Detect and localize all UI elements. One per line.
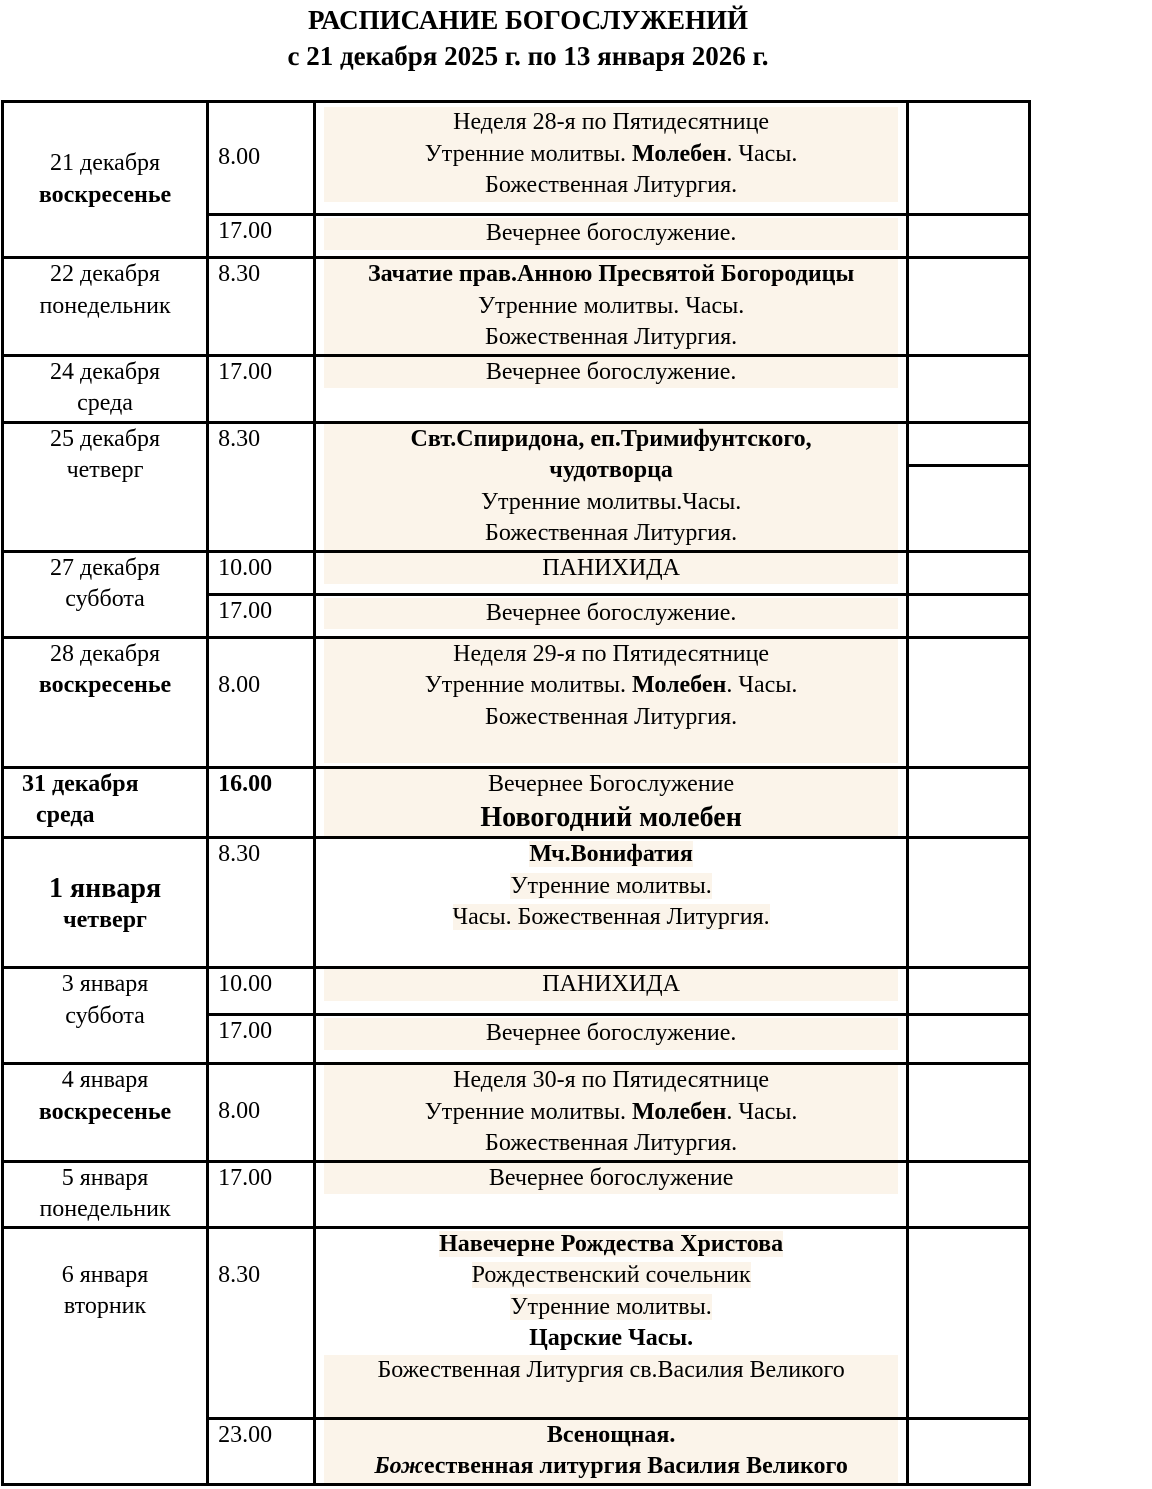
- notes-cell: [908, 1064, 1030, 1162]
- date-text: 24 декабря: [50, 358, 161, 385]
- service-line: Утренние молитвы.Часы.: [480, 488, 742, 515]
- weekday-text: четверг: [63, 906, 147, 933]
- table-row: [3, 1227, 1030, 1418]
- feast-title: Неделя 28-я по Пятидесятнице: [453, 109, 770, 135]
- table-row: [3, 968, 1030, 1015]
- service-line: Вечернее богослужение.: [324, 357, 898, 389]
- service-cell: [314, 1227, 907, 1418]
- weekday-text: воскресенье: [38, 1098, 172, 1125]
- service-line: Божественная литургия Василия Великого: [374, 1453, 848, 1479]
- date-text: 3 января: [61, 971, 149, 997]
- service-line: Рождественский сочельник: [471, 1262, 751, 1288]
- feast-title: Неделя 30-я по Пятидесятнице: [453, 1067, 770, 1093]
- time-cell: 17.00: [208, 1015, 315, 1064]
- table-row: [3, 551, 1030, 594]
- schedule-table: [1, 100, 1031, 1486]
- service-cell: [314, 594, 907, 637]
- service-cell: [314, 637, 907, 767]
- service-line: Божественная Литургия.: [485, 324, 738, 350]
- time-cell: 8.30: [208, 1227, 315, 1418]
- time-cell: 8.00: [208, 1064, 315, 1162]
- weekday-text: среда: [77, 390, 133, 416]
- service-line: Утренние молитвы. Молебен. Часы.: [424, 1098, 798, 1125]
- date-text: 28 декабря: [50, 640, 161, 667]
- date-text: 4 января: [61, 1067, 149, 1093]
- table-row: [3, 838, 1030, 968]
- service-line: Утренние молитвы. Молебен. Часы.: [424, 672, 798, 698]
- feast-title: Всенощная.: [546, 1421, 676, 1448]
- notes-cell: [908, 1418, 1030, 1484]
- notes-cell: [908, 258, 1030, 356]
- service-cell: [314, 551, 907, 594]
- service-line: Божественная Литургия св.Василия Великого: [324, 1355, 898, 1417]
- service-line: ПАНИХИДА: [324, 553, 898, 585]
- time-cell: 16.00: [208, 767, 315, 838]
- time-cell: 23.00: [208, 1418, 315, 1484]
- service-cell: [314, 838, 907, 968]
- time-cell: 17.00: [208, 1161, 315, 1227]
- notes-cell: [908, 1161, 1030, 1227]
- date-cell: [3, 838, 208, 968]
- service-line: Вечернее богослужение.: [324, 218, 898, 250]
- weekday-text: суббота: [65, 1002, 145, 1029]
- date-text: 5 января: [61, 1164, 149, 1191]
- service-line: Вечернее Богослужение: [488, 770, 735, 797]
- date-text: 21 декабря: [50, 150, 161, 176]
- service-line: ПАНИХИДА: [324, 969, 898, 1001]
- notes-cell: [908, 594, 1030, 637]
- service-line: Утренние молитвы.: [510, 872, 712, 899]
- service-line: Утренние молитвы. Молебен. Часы.: [424, 140, 798, 167]
- weekday-text: понедельник: [39, 1196, 171, 1222]
- time-cell: 17.00: [208, 594, 315, 637]
- notes-cell: [908, 838, 1030, 968]
- date-cell: [3, 102, 208, 258]
- weekday-text: воскресенье: [38, 181, 172, 208]
- table-row: [3, 102, 1030, 215]
- table-row: [3, 422, 1030, 465]
- service-line: Вечернее богослужение: [324, 1163, 898, 1195]
- feast-title: Неделя 29-я по Пятидесятнице: [453, 640, 770, 667]
- table-row: [3, 258, 1030, 356]
- service-line: Божественная Литургия.: [485, 1130, 738, 1156]
- notes-cell: [908, 1015, 1030, 1064]
- notes-cell: [908, 355, 1030, 422]
- service-cell: [314, 968, 907, 1015]
- weekday-text: понедельник: [39, 292, 171, 319]
- service-line: Вечернее богослужение.: [324, 1018, 898, 1050]
- weekday-text: вторник: [63, 1293, 147, 1319]
- service-cell: [314, 215, 907, 258]
- date-text: 6 января: [61, 1261, 149, 1288]
- feast-title: Свт.Спиридона, еп.Тримифунтского,: [410, 425, 812, 452]
- time-cell: 17.00: [208, 215, 315, 258]
- page-title: РАСПИСАНИЕ БОГОСЛУЖЕНИЙ: [307, 5, 749, 35]
- table-row: [3, 637, 1030, 767]
- date-cell: [3, 637, 208, 767]
- date-cell: [3, 355, 208, 422]
- time-cell: 17.00: [208, 355, 315, 422]
- feast-title: Мч.Вонифатия: [529, 841, 693, 867]
- feast-title: Царские Часы.: [529, 1325, 694, 1351]
- time-cell: 8.30: [208, 258, 315, 356]
- table-row: [3, 355, 1030, 422]
- service-cell: [314, 258, 907, 356]
- notes-cell: [908, 637, 1030, 767]
- service-cell: [314, 1418, 907, 1484]
- feast-title: Навечерне Рождества Христова: [439, 1230, 784, 1257]
- notes-cell: [908, 551, 1030, 594]
- feast-title: Новогодний молебен: [480, 802, 742, 833]
- service-line: Утренние молитвы. Часы.: [477, 292, 745, 319]
- service-line: Часы. Божественная Литургия.: [452, 904, 770, 930]
- time-cell: 10.00: [208, 551, 315, 594]
- date-cell: [3, 422, 208, 551]
- service-cell: [314, 102, 907, 215]
- notes-cell: [908, 422, 1030, 465]
- notes-cell: [908, 1227, 1030, 1418]
- date-cell: [3, 767, 208, 838]
- date-text: 31 декабря: [22, 770, 139, 797]
- time-cell: 8.30: [208, 838, 315, 968]
- date-cell: [3, 1161, 208, 1227]
- weekday-text: воскресенье: [38, 672, 172, 698]
- weekday-text: среда: [36, 802, 95, 828]
- table-row: [3, 1161, 1030, 1227]
- date-text: 27 декабря: [50, 554, 161, 581]
- table-row: [3, 767, 1030, 838]
- time-cell: 8.00: [208, 637, 315, 767]
- service-cell: [314, 767, 907, 838]
- date-cell: [3, 551, 208, 637]
- service-line: Утренние молитвы.: [510, 1293, 712, 1320]
- date-cell: [3, 1227, 208, 1484]
- service-cell: [314, 1161, 907, 1227]
- date-cell: [3, 968, 208, 1064]
- notes-cell: [908, 215, 1030, 258]
- date-text: 22 декабря: [50, 261, 161, 287]
- notes-cell: [908, 102, 1030, 215]
- service-cell: [314, 422, 907, 551]
- service-cell: [314, 355, 907, 422]
- table-row: [3, 1064, 1030, 1162]
- page-subtitle: с 21 декабря 2025 г. по 13 января 2026 г.: [287, 41, 769, 71]
- service-line: Божественная Литургия.: [485, 703, 738, 730]
- time-cell: 8.00: [208, 102, 315, 215]
- service-cell: [314, 1064, 907, 1162]
- service-cell: [314, 1015, 907, 1064]
- time-cell: 8.30: [208, 422, 315, 551]
- date-text: 25 декабря: [50, 425, 161, 452]
- service-line: Вечернее богослужение.: [324, 598, 898, 630]
- notes-cell: [908, 767, 1030, 838]
- notes-cell: [908, 968, 1030, 1015]
- service-line: Божественная Литургия.: [485, 172, 738, 198]
- date-cell: [3, 1064, 208, 1162]
- date-cell: [3, 258, 208, 356]
- feast-title: чудотворца: [549, 457, 673, 483]
- service-line: Божественная Литургия.: [485, 520, 738, 546]
- weekday-text: суббота: [65, 586, 145, 612]
- time-cell: 10.00: [208, 968, 315, 1015]
- weekday-text: четверг: [66, 457, 144, 483]
- date-text: 1 января: [48, 873, 162, 904]
- notes-cell: [908, 465, 1030, 551]
- feast-title: Зачатие прав.Анною Пресвятой Богородицы: [367, 261, 855, 287]
